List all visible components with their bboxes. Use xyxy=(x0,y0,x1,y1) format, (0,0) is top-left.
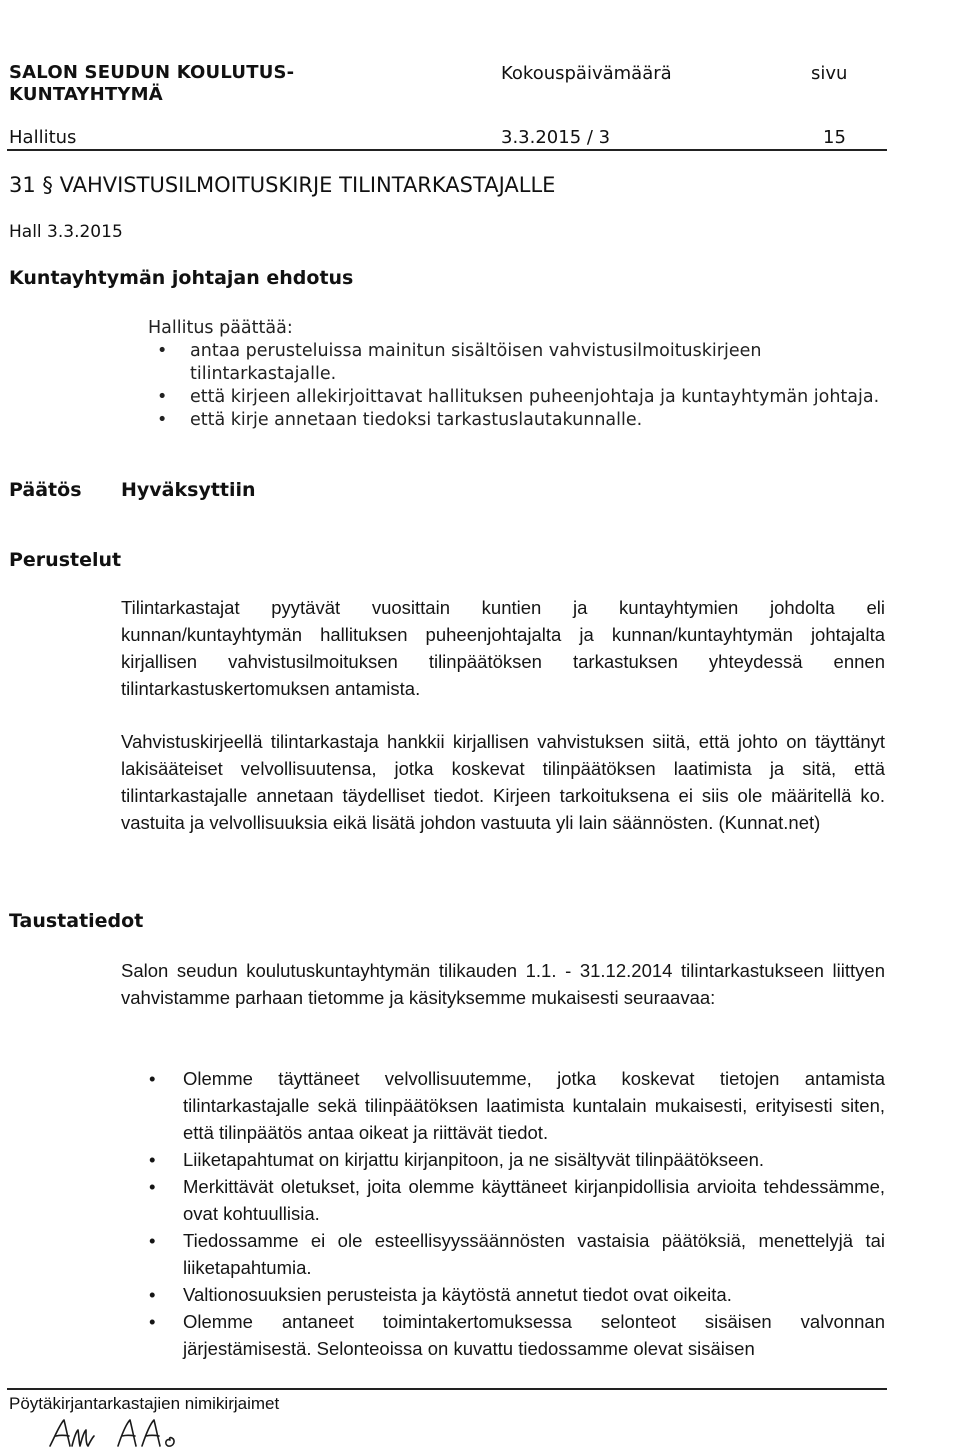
rationale-paragraph: Vahvistuskirjeellä tilintarkastaja hankkii kirjallisen vahvistuksen siitä, että johto on täyttänyt lakisääteiset velvollisuutensa, jotka koskevat tilinpäätöksen laatimista ja sitä, että tilintarkastajalle annetaan täydelliset tiedot. Kirjeen tarkoituksena ei siis ole määritellä ko. vastuita ja velvollisuuksia eikä lisätä johdon vastuuta yli lain säännösten. (Kunnat.net) xyxy=(121,731,885,833)
footer-divider xyxy=(7,1388,887,1390)
background-item: • Liiketapahtumat on kirjattu kirjanpitoon, ja ne sisältyvät tilinpäätökseen. xyxy=(121,1146,885,1173)
meeting-date: 3.3.2015 / 3 xyxy=(501,127,611,148)
background-heading: Taustatiedot xyxy=(9,910,144,932)
handwritten-initials xyxy=(48,1416,198,1450)
page-label: sivu xyxy=(811,63,848,84)
background-item: • Merkittävät oletukset, joita olemme käyttäneet kirjanpidollisia arvioita tehdessämme, ovat kohtuullisia. xyxy=(121,1173,885,1227)
background-item: • Valtionosuuksien perusteista ja käytöstä annetut tiedot ovat oikeita. xyxy=(121,1281,885,1308)
meeting-date-label: Kokouspäivämäärä xyxy=(501,63,672,84)
decision-label: Päätös xyxy=(9,479,82,501)
proposal-item: • antaa perusteluissa mainitun sisältöisen vahvistusilmoituskirjeen tilintarkastajalle. xyxy=(148,340,888,386)
background-intro: Salon seudun koulutuskuntayhtymän tilikauden 1.1. - 31.12.2014 tilintarkastukseen liittyen vahvistamme parhaan tietomme ja käsityksemme mukaisesti seuraavaa: xyxy=(121,960,885,1008)
rationale-heading: Perustelut xyxy=(9,549,122,571)
initials-label: Pöytäkirjantarkastajien nimikirjaimet xyxy=(9,1394,280,1413)
header-divider xyxy=(7,149,887,151)
background-item: • Olemme täyttäneet velvollisuutemme, jotka koskevat tietojen antamista tilintarkastajalle sekä tilinpäätöksen laatimista kuntalain mukaisesti, erityisesti siten, että tilinpäätös antaa oikeat ja riittävät tiedot. xyxy=(121,1065,885,1146)
organization-name-line2: KUNTAYHTYMÄ xyxy=(9,84,163,105)
proposal-list xyxy=(148,340,888,432)
section-title: 31 § VAHVISTUSILMOITUSKIRJE TILINTARKASTAJALLE xyxy=(9,173,556,197)
proposal-intro: Hallitus päättää: xyxy=(148,318,293,338)
proposal-item: • että kirje annetaan tiedoksi tarkastuslautakunnalle. xyxy=(148,409,888,432)
decision-value: Hyväksyttiin xyxy=(121,479,256,501)
background-item: • Tiedossamme ei ole esteellisyyssäännösten vastaisia päätöksiä, menettelyjä tai liiketapahtumia. xyxy=(121,1227,885,1281)
proposal-block xyxy=(148,317,888,432)
page-number: 15 xyxy=(823,127,846,148)
governing-body: Hallitus xyxy=(9,127,77,148)
organization-name-line1: SALON SEUDUN KOULUTUS- xyxy=(9,62,295,83)
proposal-item: • että kirjeen allekirjoittavat hallituksen puheenjohtaja ja kuntayhtymän johtaja. xyxy=(148,386,888,409)
organization-name xyxy=(9,62,294,106)
hall-date: Hall 3.3.2015 xyxy=(9,222,123,242)
background-item: • Olemme antaneet toimintakertomuksessa selonteot sisäisen valvonnan järjestämisestä. Selonteoissa on kuvattu tiedossamme olevat sisäisen xyxy=(121,1308,885,1362)
background-list xyxy=(121,1065,885,1362)
proposal-heading: Kuntayhtymän johtajan ehdotus xyxy=(9,267,354,289)
rationale-paragraph: Tilintarkastajat pyytävät vuosittain kuntien ja kuntayhtymien johdolta eli kunnan/kuntayhtymän hallituksen puheenjohtajalta ja kunnan/kuntayhtymän johtajalta kirjallisen vahvistusilmoituksen tilinpäätöksen tarkastuksen yhteydessä ennen tilintarkastuskertomuksen antamista. xyxy=(121,597,885,699)
